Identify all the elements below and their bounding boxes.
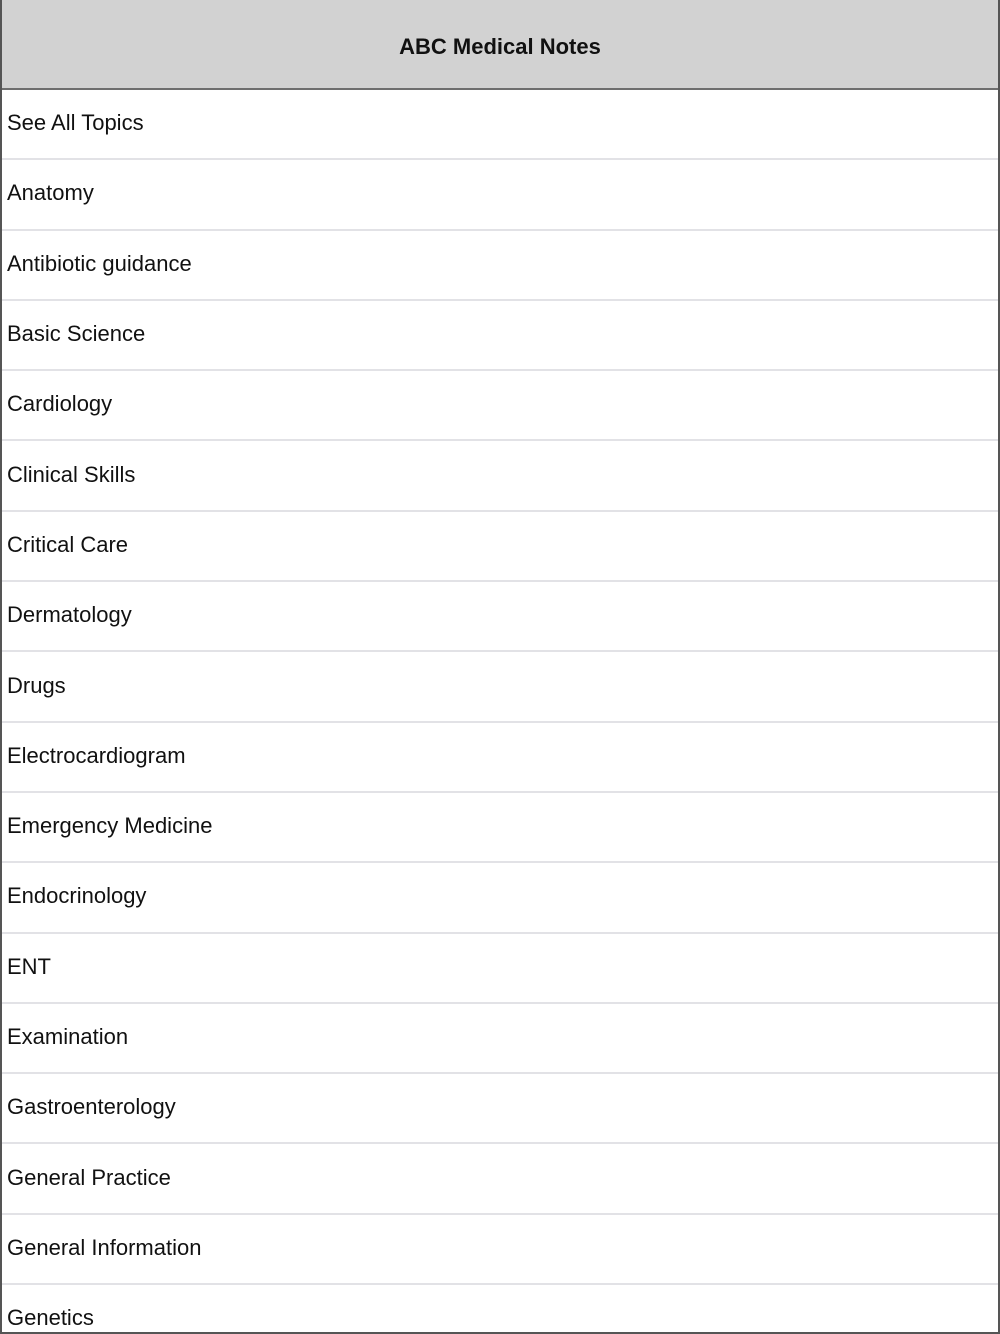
list-item-label: See All Topics bbox=[7, 110, 144, 136]
list-item-electrocardiogram[interactable] bbox=[2, 723, 998, 793]
list-item-general-practice[interactable] bbox=[2, 1144, 998, 1214]
list-item-basic-science[interactable] bbox=[2, 301, 998, 371]
list-item-label: Examination bbox=[7, 1024, 129, 1049]
list-item-label: General Information bbox=[7, 1234, 202, 1260]
list-item-label: Drugs bbox=[7, 672, 66, 698]
list-item-label: Electrocardiogram bbox=[7, 742, 186, 768]
list-item-label: Dermatology bbox=[7, 602, 132, 628]
page-title: ABC Medical Notes bbox=[399, 34, 601, 59]
list-item-endocrinology[interactable] bbox=[2, 863, 998, 933]
list-item-cardiology[interactable] bbox=[2, 371, 998, 441]
list-item-critical-care[interactable] bbox=[2, 512, 998, 582]
list-item-see-all-topics[interactable] bbox=[2, 90, 998, 160]
list-item-antibiotic-guidance[interactable] bbox=[2, 231, 998, 301]
navigation-bar bbox=[2, 0, 998, 90]
list-item-label: General Practice bbox=[7, 1164, 171, 1190]
list-item-label: Basic Science bbox=[7, 321, 146, 347]
list-item-gastroenterology[interactable] bbox=[2, 1074, 998, 1144]
list-item-label: Clinical Skills bbox=[7, 461, 136, 487]
list-item-label: Anatomy bbox=[7, 180, 94, 206]
list-item-label: Antibiotic guidance bbox=[7, 250, 192, 276]
list-item-label: Endocrinology bbox=[7, 883, 147, 909]
list-item-general-information[interactable] bbox=[2, 1215, 998, 1285]
list-item-drugs[interactable] bbox=[2, 652, 998, 722]
list-item-genetics[interactable] bbox=[2, 1285, 998, 1334]
list-item-label: ENT bbox=[7, 953, 51, 979]
list-item-dermatology[interactable] bbox=[2, 582, 998, 652]
list-item-label: Emergency Medicine bbox=[7, 813, 213, 839]
list-item-ent[interactable] bbox=[2, 934, 998, 1004]
list-item-label: Gastroenterology bbox=[7, 1094, 176, 1120]
list-item-emergency-medicine[interactable] bbox=[2, 793, 998, 863]
list-item-anatomy[interactable] bbox=[2, 160, 998, 230]
topic-list[interactable] bbox=[2, 90, 998, 1334]
list-item-label: Cardiology bbox=[7, 391, 113, 417]
list-item-label: Critical Care bbox=[7, 531, 129, 557]
list-item-examination[interactable] bbox=[2, 1004, 998, 1074]
list-item-label: Genetics bbox=[7, 1305, 94, 1331]
list-item-clinical-skills[interactable] bbox=[2, 441, 998, 511]
